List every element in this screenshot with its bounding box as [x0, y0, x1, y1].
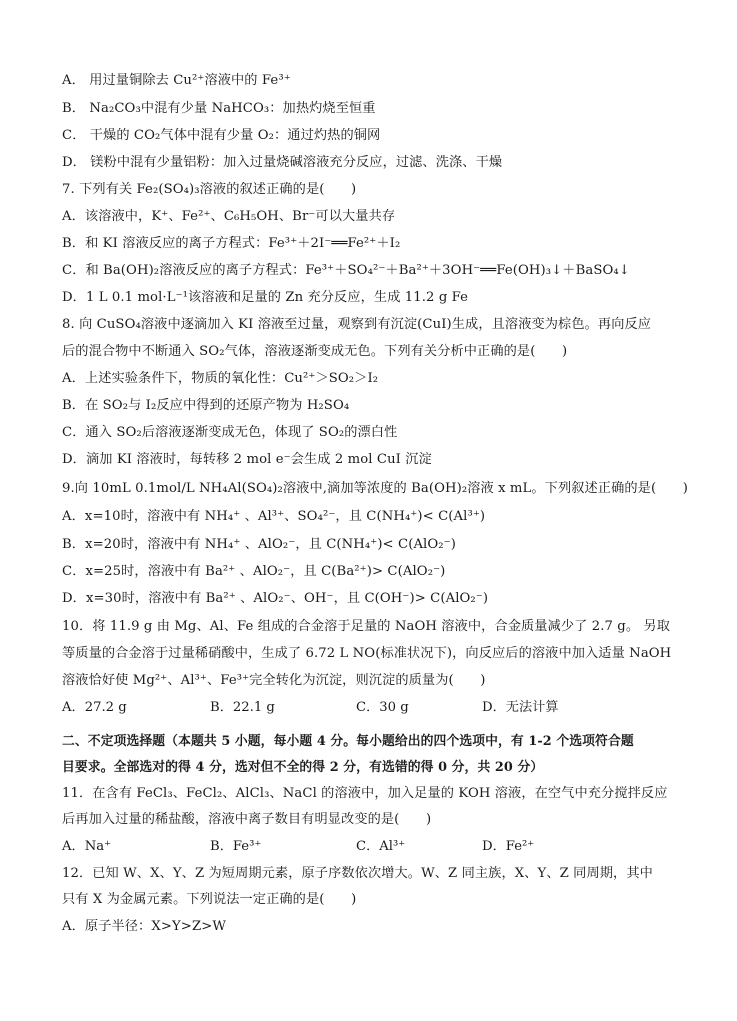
q8-stem-line2: 后的混合物中不断通入 SO₂气体，溶液逐渐变成无色。下列有关分析中正确的是( ) — [62, 344, 568, 359]
q10-option-b: B．22.1 g — [210, 700, 275, 715]
q9-option-c: C．x=25时，溶液中有 Ba²⁺ 、AlO₂⁻，且 C(Ba²⁺)> C(AlO₂⁻) — [62, 564, 446, 579]
q6-option-d: D． 镁粉中混有少量铝粉：加入过量烧碱溶液充分反应，过滤、洗涤、干燥 — [62, 155, 503, 170]
q6-option-b: B． Na₂CO₃中混有少量 NaHCO₃：加热灼烧至恒重 — [62, 101, 376, 116]
q12-stem-line2: 只有 X 为金属元素。下列说法一定正确的是( ) — [62, 892, 357, 907]
q9-option-a: A．x=10时，溶液中有 NH₄⁺ 、Al³⁺、SO₄²⁻，且 C(NH₄⁺)< C(Al³⁺) — [62, 509, 486, 524]
q7-option-c: C．和 Ba(OH)₂溶液反应的离子方程式：Fe³⁺＋SO₄²⁻＋Ba²⁺＋3OH⁻══Fe(OH)₃↓＋BaSO₄↓ — [62, 263, 630, 278]
q6-option-c: C． 干燥的 CO₂气体中混有少量 O₂：通过灼热的铜网 — [62, 128, 381, 143]
q11-option-d: D．Fe²⁺ — [482, 839, 535, 854]
q9-stem: 9.向 10mL 0.1mol/L NH₄Al(SO₄)₂溶液中,滴加等浓度的 Ba(OH)₂溶液 x mL。下列叙述正确的是( ) — [62, 481, 689, 496]
q10-option-d: D．无法计算 — [482, 700, 559, 715]
q11-option-b: B．Fe³⁺ — [210, 839, 262, 854]
q7-option-a: A．该溶液中，K⁺、Fe²⁺、C₆H₅OH、Br⁻可以大量共存 — [62, 209, 396, 224]
q7-stem: 7. 下列有关 Fe₂(SO₄)₃溶液的叙述正确的是( ) — [62, 182, 357, 197]
q11-options — [62, 838, 697, 856]
q11-stem-line2: 后再加入过量的稀盐酸，溶液中离子数目有明显改变的是( ) — [62, 812, 432, 827]
q11-option-a: A．Na⁺ — [62, 839, 112, 854]
q10-option-c: C．30 g — [356, 700, 409, 715]
q8-stem-line1: 8. 向 CuSO₄溶液中逐滴加入 KI 溶液至过量，观察到有沉淀(CuI)生成，且溶液变为棕色。再向反应 — [62, 317, 652, 332]
q7-option-b: B．和 KI 溶液反应的离子方程式：Fe³⁺＋2I⁻══Fe²⁺＋I₂ — [62, 236, 401, 251]
q12-option-a: A．原子半径：X>Y>Z>W — [62, 919, 227, 934]
q8-option-a: A．上述实验条件下，物质的氧化性：Cu²⁺＞SO₂＞I₂ — [62, 371, 379, 386]
q7-option-d: D．1 L 0.1 mol·L⁻¹该溶液和足量的 Zn 充分反应，生成 11.2 g Fe — [62, 290, 469, 305]
q12-stem-line1: 12．已知 W、X、Y、Z 为短周期元素，原子序数依次增大。W、Z 同主族，X、Y、Z 同周期，其中 — [62, 866, 653, 881]
q9-option-d: D．x=30时，溶液中有 Ba²⁺ 、AlO₂⁻、OH⁻，且 C(OH⁻)> C(AlO₂⁻) — [62, 591, 489, 606]
q10-stem-line3: 溶液恰好使 Mg²⁺、Al³⁺、Fe³⁺完全转化为沉淀，则沉淀的质量为( ) — [62, 673, 486, 688]
q8-option-d: D．滴加 KI 溶液时，每转移 2 mol e⁻会生成 2 mol CuI 沉淀 — [62, 452, 432, 467]
q10-stem-line2: 等质量的合金溶于过量稀硝酸中，生成了 6.72 L NO(标准状况下)，向反应后的溶液中加入适量 NaOH — [62, 646, 672, 661]
q8-option-c: C．通入 SO₂后溶液逐渐变成无色，体现了 SO₂的漂白性 — [62, 425, 398, 440]
q11-stem-line1: 11．在含有 FeCl₃、FeCl₂、AlCl₃、NaCl 的溶液中，加入足量的 KOH 溶液，在空气中充分搅拌反应 — [62, 786, 668, 801]
q6-option-a: A． 用过量铜除去 Cu²⁺溶液中的 Fe³⁺ — [62, 73, 291, 88]
q9-option-b: B．x=20时，溶液中有 NH₄⁺ 、AlO₂⁻，且 C(NH₄⁺)< C(AlO₂⁻) — [62, 537, 456, 552]
section-2-heading-line2: 目要求。全部选对的得 4 分，选对但不全的得 2 分，有选错的得 0 分，共 20 分） — [62, 760, 544, 775]
q11-option-c: C．Al³⁺ — [356, 839, 406, 854]
q10-option-a: A．27.2 g — [62, 700, 127, 715]
q8-option-b: B．在 SO₂与 I₂反应中得到的还原产物为 H₂SO₄ — [62, 398, 350, 413]
q10-options — [62, 699, 697, 717]
section-2-heading-line1: 二、不定项选择题（本题共 5 小题，每小题 4 分。每小题给出的四个选项中，有 1-2 个选项符合题 — [62, 734, 634, 749]
q10-stem-line1: 10．将 11.9 g 由 Mg、Al、Fe 组成的合金溶于足量的 NaOH 溶液中，合金质量减少了 2.7 g。 另取 — [62, 619, 670, 634]
